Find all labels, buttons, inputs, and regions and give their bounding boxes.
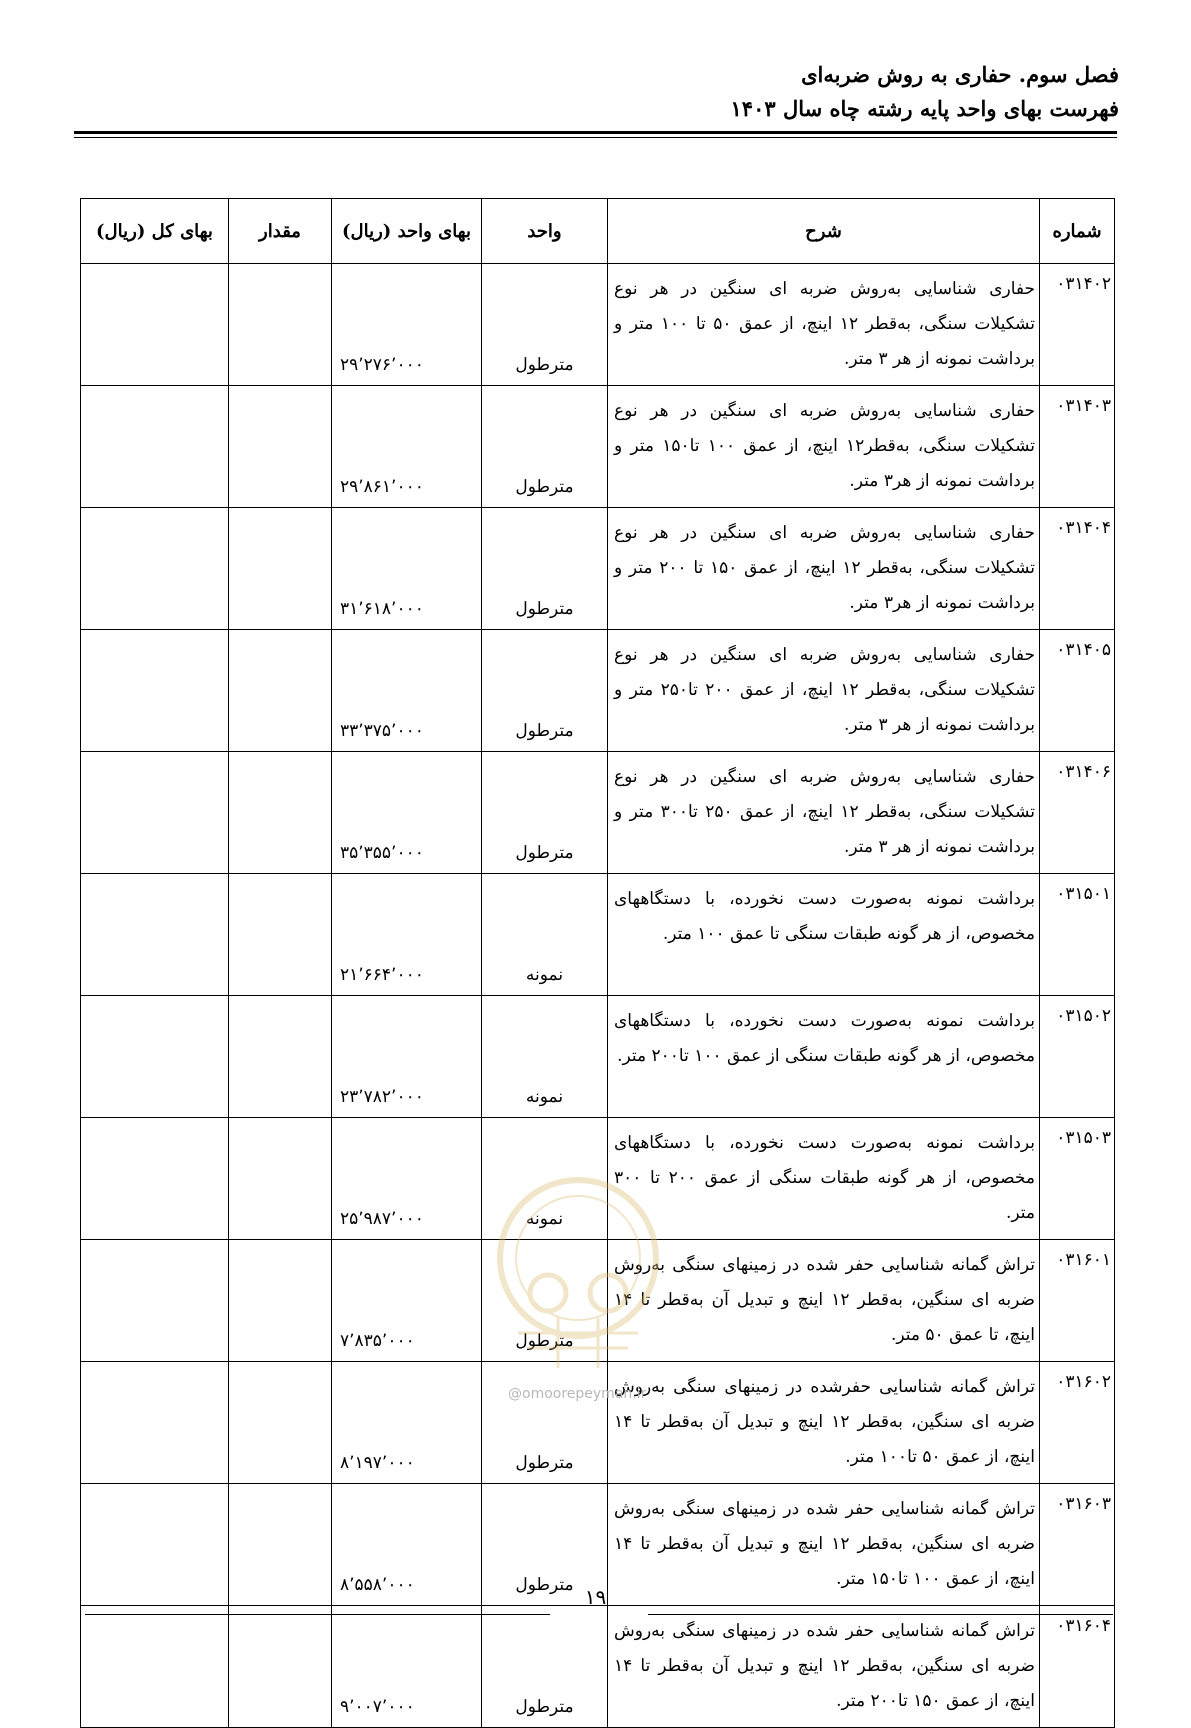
watermark-logo [478, 1158, 678, 1408]
item-unit: مترطول [482, 386, 608, 508]
item-description: تراش گمانه شناسایی حفر شده در زمینهای سنگی به‌روش ضربه ای سنگین، به‌قطر ۱۲ اینچ و تبدیل آن به‌قطر تا ۱۴ اینچ، تا عمق ۵۰ متر. [608, 1240, 1040, 1362]
item-quantity [229, 1362, 332, 1484]
item-code: ۰۳۱۴۰۶ [1040, 752, 1115, 874]
item-unit-price: ۲۵٬۹۸۷٬۰۰۰ [332, 1118, 482, 1240]
item-unit-price: ۸٬۱۹۷٬۰۰۰ [332, 1362, 482, 1484]
item-description: حفاری شناسایی به‌روش ضربه ای سنگین در هر نوع تشکیلات سنگی، به‌قطر ۱۲ اینچ، از عمق ۵۰ تا ۱۰۰ متر و برداشت نمونه از هر ۳ متر. [608, 264, 1040, 386]
table-row [81, 386, 1115, 508]
table-row [81, 508, 1115, 630]
item-unit: مترطول [482, 1240, 608, 1362]
item-unit-price: ۳۱٬۶۱۸٬۰۰۰ [332, 508, 482, 630]
footer-rule-right [648, 1614, 1113, 1615]
item-unit-price: ۳۵٬۳۵۵٬۰۰۰ [332, 752, 482, 874]
item-total [81, 264, 229, 386]
item-unit-price: ۲۹٬۸۶۱٬۰۰۰ [332, 386, 482, 508]
item-total [81, 508, 229, 630]
item-quantity [229, 874, 332, 996]
item-code: ۰۳۱۶۰۳ [1040, 1484, 1115, 1606]
item-description: برداشت نمونه به‌صورت دست نخورده، با دستگاههای مخصوص، از هر گونه طبقات سنگی تا عمق ۱۰۰ متر. [608, 874, 1040, 996]
chapter-title: فصل سوم. حفاری به روش ضربه‌ای [801, 62, 1119, 87]
column-header-unit-price: بهای واحد (ریال) [332, 199, 482, 264]
item-code: ۰۳۱۴۰۲ [1040, 264, 1115, 386]
item-code: ۰۳۱۴۰۴ [1040, 508, 1115, 630]
item-quantity [229, 752, 332, 874]
column-header-total: بهای کل (ریال) [81, 199, 229, 264]
item-description: تراش گمانه شناسایی حفر شده در زمینهای سنگی به‌روش ضربه ای سنگین، به‌قطر ۱۲ اینچ و تبدیل آن به‌قطر تا ۱۴ اینچ، از عمق ۱۵۰ تا۲۰۰ متر. [608, 1606, 1040, 1728]
item-code: ۰۳۱۵۰۱ [1040, 874, 1115, 996]
footer-rule-left [85, 1614, 550, 1615]
item-unit-price: ۸٬۵۵۸٬۰۰۰ [332, 1484, 482, 1606]
item-unit-price: ۹٬۰۰۷٬۰۰۰ [332, 1606, 482, 1728]
item-code: ۰۳۱۶۰۱ [1040, 1240, 1115, 1362]
item-description: تراش گمانه شناسایی حفر شده در زمینهای سنگی به‌روش ضربه ای سنگین، به‌قطر ۱۲ اینچ و تبدیل آن به‌قطر تا ۱۴ اینچ، از عمق ۱۰۰ تا۱۵۰ متر. [608, 1484, 1040, 1606]
item-total [81, 1362, 229, 1484]
page-number: ۱۹ [584, 1585, 607, 1609]
item-quantity [229, 264, 332, 386]
table-row [81, 1606, 1115, 1728]
item-total [81, 1606, 229, 1728]
item-quantity [229, 1240, 332, 1362]
item-unit-price: ۷٬۸۳۵٬۰۰۰ [332, 1240, 482, 1362]
item-description: تراش گمانه شناسایی حفرشده در زمینهای سنگی به‌روش ضربه ای سنگین، به‌قطر ۱۲ اینچ و تبدیل آن به‌قطر تا ۱۴ اینچ، از عمق ۵۰ تا۱۰۰ متر. [608, 1362, 1040, 1484]
item-unit-price: ۲۹٬۲۷۶٬۰۰۰ [332, 264, 482, 386]
item-total [81, 386, 229, 508]
document-subtitle: فهرست بهای واحد پایه رشته چاه سال ۱۴۰۳ [730, 96, 1119, 121]
item-code: ۰۳۱۶۰۴ [1040, 1606, 1115, 1728]
item-code: ۰۳۱۵۰۳ [1040, 1118, 1115, 1240]
table-row [81, 630, 1115, 752]
item-code: ۰۳۱۴۰۵ [1040, 630, 1115, 752]
column-header-desc: شرح [608, 199, 1040, 264]
item-unit-price: ۲۳٬۷۸۲٬۰۰۰ [332, 996, 482, 1118]
item-total [81, 752, 229, 874]
item-total [81, 1240, 229, 1362]
item-total [81, 996, 229, 1118]
item-quantity [229, 386, 332, 508]
item-unit: مترطول [482, 1484, 608, 1606]
item-unit: نمونه [482, 874, 608, 996]
item-unit: مترطول [482, 1362, 608, 1484]
item-description: حفاری شناسایی به‌روش ضربه ای سنگین در هر نوع تشکیلات سنگی، به‌قطر۱۲ اینچ، از عمق ۱۰۰ تا۱۵۰ متر و برداشت نمونه از هر۳ متر. [608, 386, 1040, 508]
table-row [81, 264, 1115, 386]
item-unit-price: ۲۱٬۶۶۴٬۰۰۰ [332, 874, 482, 996]
item-unit: نمونه [482, 1118, 608, 1240]
item-quantity [229, 1118, 332, 1240]
item-code: ۰۳۱۶۰۲ [1040, 1362, 1115, 1484]
table-row [81, 874, 1115, 996]
item-description: برداشت نمونه به‌صورت دست نخورده، با دستگاههای مخصوص، از هر گونه طبقات سنگی از عمق ۲۰۰ تا ۳۰۰ متر. [608, 1118, 1040, 1240]
item-unit: نمونه [482, 996, 608, 1118]
item-total [81, 1118, 229, 1240]
header-rule-thick [74, 131, 1117, 134]
table-row [81, 752, 1115, 874]
item-unit: مترطول [482, 264, 608, 386]
item-quantity [229, 630, 332, 752]
column-header-qty: مقدار [229, 199, 332, 264]
item-description: حفاری شناسایی به‌روش ضربه ای سنگین در هر نوع تشکیلات سنگی، به‌قطر ۱۲ اینچ، از عمق ۲۵۰ تا۳۰۰ متر و برداشت نمونه از هر ۳ متر. [608, 752, 1040, 874]
item-code: ۰۳۱۴۰۳ [1040, 386, 1115, 508]
item-unit: مترطول [482, 630, 608, 752]
item-quantity [229, 996, 332, 1118]
item-quantity [229, 1606, 332, 1728]
item-quantity [229, 508, 332, 630]
page-header [731, 58, 1119, 126]
item-description: برداشت نمونه به‌صورت دست نخورده، با دستگاههای مخصوص، از هر گونه طبقات سنگی از عمق ۱۰۰ تا۲۰۰ متر. [608, 996, 1040, 1118]
item-description: حفاری شناسایی به‌روش ضربه ای سنگین در هر نوع تشکیلات سنگی، به‌قطر ۱۲ اینچ، از عمق ۱۵۰ تا ۲۰۰ متر و برداشت نمونه از هر۳ متر. [608, 508, 1040, 630]
price-list-table-wrap [80, 198, 1114, 1728]
item-unit: مترطول [482, 752, 608, 874]
item-description: حفاری شناسایی به‌روش ضربه ای سنگین در هر نوع تشکیلات سنگی، به‌قطر ۱۲ اینچ، از عمق ۲۰۰ تا۲۵۰ متر و برداشت نمونه از هر ۳ متر. [608, 630, 1040, 752]
watermark-handle: @omoorepeyman.ir [508, 1386, 647, 1402]
item-unit: مترطول [482, 508, 608, 630]
column-header-unit: واحد [482, 199, 608, 264]
header-rule-thin [74, 137, 1117, 138]
item-total [81, 630, 229, 752]
table-row [81, 996, 1115, 1118]
item-unit-price: ۳۳٬۳۷۵٬۰۰۰ [332, 630, 482, 752]
table-header-row [81, 199, 1115, 264]
price-list-table [80, 198, 1115, 1728]
item-total [81, 874, 229, 996]
item-code: ۰۳۱۵۰۲ [1040, 996, 1115, 1118]
column-header-code: شماره [1040, 199, 1115, 264]
item-unit: مترطول [482, 1606, 608, 1728]
